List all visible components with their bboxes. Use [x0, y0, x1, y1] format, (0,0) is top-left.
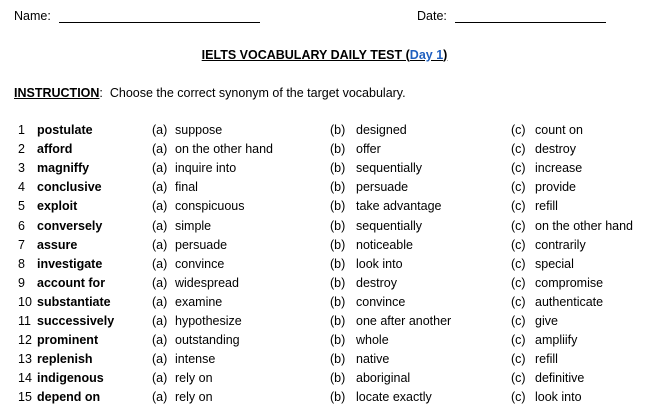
option-b-text[interactable]: look into	[356, 256, 403, 271]
instruction	[14, 86, 406, 100]
option-b-text[interactable]: whole	[356, 333, 389, 348]
target-word: account for	[37, 275, 106, 290]
option-b-marker[interactable]: (b)	[330, 352, 346, 367]
question-number: 6	[18, 218, 25, 233]
question-number: 11	[18, 314, 31, 328]
option-c-text[interactable]: special	[535, 256, 574, 271]
test-title	[0, 48, 649, 62]
option-b-marker[interactable]: (b)	[330, 199, 346, 214]
target-word: depend on	[37, 390, 101, 405]
option-c-marker[interactable]: (c)	[511, 352, 526, 367]
option-c-marker[interactable]: (c)	[511, 275, 526, 290]
option-c-text[interactable]: refill	[535, 199, 558, 214]
question-row	[0, 276, 649, 295]
question-number: 4	[18, 180, 25, 195]
option-a-text[interactable]: intense	[175, 352, 216, 367]
option-a-text[interactable]: inquire into	[175, 161, 237, 176]
question-row	[0, 390, 649, 409]
option-a-text[interactable]: on the other hand	[175, 142, 273, 157]
question-row	[0, 123, 649, 142]
option-b-text[interactable]: sequentially	[356, 161, 423, 176]
option-c-text[interactable]: definitive	[535, 371, 585, 386]
option-b-text[interactable]: designed	[356, 123, 407, 137]
option-a-text[interactable]: outstanding	[175, 333, 240, 348]
instruction-text: Choose the correct synonym of the target vocabulary.	[102, 86, 406, 100]
option-c-marker[interactable]: (c)	[511, 390, 526, 405]
target-word: conclusive	[37, 180, 102, 195]
option-a-text[interactable]: persuade	[175, 237, 228, 252]
option-b-marker[interactable]: (b)	[330, 142, 346, 157]
target-word: postulate	[37, 123, 93, 137]
option-b-marker[interactable]: (b)	[330, 314, 346, 328]
option-a-marker[interactable]: (a)	[152, 180, 168, 195]
option-b-marker[interactable]: (b)	[330, 180, 346, 195]
option-b-text[interactable]: one after another	[356, 314, 452, 328]
option-a-text[interactable]: conspicuous	[175, 199, 245, 214]
option-c-marker[interactable]: (c)	[511, 218, 526, 233]
option-b-marker[interactable]: (b)	[330, 333, 346, 348]
option-c-text[interactable]: contrarily	[535, 237, 586, 252]
option-b-text[interactable]: convince	[356, 294, 406, 309]
name-label: Name:	[14, 9, 51, 23]
option-b-text[interactable]: destroy	[356, 275, 397, 290]
target-word: magniffy	[37, 161, 90, 176]
option-a-text[interactable]: convince	[175, 256, 225, 271]
question-number: 13	[18, 352, 32, 367]
option-a-text[interactable]: suppose	[175, 123, 223, 137]
question-row	[0, 295, 649, 314]
question-number: 3	[18, 161, 25, 176]
question-number: 15	[18, 390, 32, 405]
date-label: Date:	[417, 9, 447, 23]
option-c-text[interactable]: increase	[535, 161, 583, 176]
target-word: assure	[37, 237, 78, 252]
option-a-marker[interactable]: (a)	[152, 333, 168, 348]
question-row	[0, 180, 649, 199]
option-c-text[interactable]: look into	[535, 390, 582, 405]
question-row	[0, 142, 649, 161]
option-a-marker[interactable]: (a)	[152, 275, 168, 290]
option-b-marker[interactable]: (b)	[330, 275, 346, 290]
target-word: prominent	[37, 333, 99, 348]
option-a-text[interactable]: examine	[175, 294, 223, 309]
option-b-text[interactable]: native	[356, 352, 390, 367]
question-row	[0, 371, 649, 390]
question-row	[0, 161, 649, 180]
option-a-marker[interactable]: (a)	[152, 218, 168, 233]
option-c-marker[interactable]: (c)	[511, 333, 526, 348]
option-a-marker[interactable]: (a)	[152, 352, 168, 367]
question-row	[0, 238, 649, 257]
option-b-marker[interactable]: (b)	[330, 237, 346, 252]
option-a-marker[interactable]: (a)	[152, 294, 168, 309]
option-c-text[interactable]: on the other hand	[535, 218, 633, 233]
option-c-text[interactable]: refill	[535, 352, 558, 367]
option-c-marker[interactable]: (c)	[511, 237, 526, 252]
option-c-text[interactable]: count on	[535, 123, 583, 137]
option-a-text[interactable]: rely on	[175, 371, 213, 386]
option-a-text[interactable]: hypothesize	[175, 314, 242, 328]
target-word: successively	[37, 314, 115, 328]
option-b-text[interactable]: locate exactly	[356, 390, 432, 405]
question-number: 10	[18, 294, 32, 309]
option-a-marker[interactable]: (a)	[152, 314, 168, 328]
question-row	[0, 199, 649, 218]
option-c-marker[interactable]: (c)	[511, 199, 526, 214]
option-a-marker[interactable]: (a)	[152, 123, 168, 137]
option-b-marker[interactable]: (b)	[330, 294, 346, 309]
question-number: 2	[18, 142, 25, 157]
question-row	[0, 257, 649, 276]
question-number: 9	[18, 275, 25, 290]
option-a-marker[interactable]: (a)	[152, 199, 168, 214]
question-number: 7	[18, 237, 25, 252]
option-c-marker[interactable]: (c)	[511, 142, 526, 157]
option-a-text[interactable]: widespread	[175, 275, 239, 290]
target-word: replenish	[37, 352, 93, 367]
option-a-text[interactable]: final	[175, 180, 198, 195]
option-b-text[interactable]: offer	[356, 142, 381, 157]
option-c-text[interactable]: ampliify	[535, 333, 578, 348]
question-row	[0, 333, 649, 352]
option-a-text[interactable]: rely on	[175, 390, 213, 405]
option-c-marker[interactable]: (c)	[511, 294, 526, 309]
option-c-marker[interactable]: (c)	[511, 180, 526, 195]
option-c-text[interactable]: compromise	[535, 275, 604, 290]
question-number: 8	[18, 256, 25, 271]
option-b-marker[interactable]: (b)	[330, 390, 346, 405]
target-word: afford	[37, 142, 73, 157]
option-b-marker[interactable]: (b)	[330, 218, 346, 233]
option-b-text[interactable]: noticeable	[356, 237, 413, 252]
option-b-marker[interactable]: (b)	[330, 123, 346, 137]
title-text: IELTS VOCABULARY DAILY TEST (	[201, 48, 410, 62]
option-a-marker[interactable]: (a)	[152, 161, 168, 176]
target-word: investigate	[37, 256, 103, 271]
name-blank-line[interactable]	[59, 22, 260, 23]
option-b-marker[interactable]: (b)	[330, 371, 346, 386]
option-c-text[interactable]: destroy	[535, 142, 576, 157]
option-a-marker[interactable]: (a)	[152, 142, 168, 157]
option-c-text[interactable]: authenticate	[535, 294, 604, 309]
option-b-text[interactable]: sequentially	[356, 218, 423, 233]
option-a-text[interactable]: simple	[175, 218, 212, 233]
instruction-label: INSTRUCTION	[14, 86, 100, 100]
option-b-marker[interactable]: (b)	[330, 161, 346, 176]
target-word: exploit	[37, 199, 78, 214]
option-c-marker[interactable]: (c)	[511, 256, 526, 271]
option-b-text[interactable]: take advantage	[356, 199, 442, 214]
option-a-marker[interactable]: (a)	[152, 256, 168, 271]
question-number: 12	[18, 333, 32, 348]
option-c-marker[interactable]: (c)	[511, 123, 526, 137]
title-day: Day 1	[409, 48, 444, 62]
instruction-colon: :	[99, 86, 103, 100]
option-a-marker[interactable]: (a)	[152, 237, 168, 252]
option-c-marker[interactable]: (c)	[511, 161, 526, 176]
option-c-text[interactable]: give	[535, 314, 558, 328]
target-word: indigenous	[37, 371, 104, 386]
date-blank-line[interactable]	[455, 22, 606, 23]
title-close: )	[443, 48, 448, 62]
target-word: substantiate	[37, 294, 111, 309]
question-row	[0, 352, 649, 371]
option-c-marker[interactable]: (c)	[511, 371, 526, 386]
option-a-marker[interactable]: (a)	[152, 371, 168, 386]
option-a-marker[interactable]: (a)	[152, 390, 168, 405]
option-c-text[interactable]: provide	[535, 180, 576, 195]
target-word: conversely	[37, 218, 103, 233]
option-b-text[interactable]: aboriginal	[356, 371, 411, 386]
option-b-marker[interactable]: (b)	[330, 256, 346, 271]
option-b-text[interactable]: persuade	[356, 180, 409, 195]
question-row	[0, 219, 649, 238]
question-number: 5	[18, 199, 25, 214]
option-c-marker[interactable]: (c)	[511, 314, 526, 328]
question-number: 1	[18, 123, 25, 137]
question-row	[0, 314, 649, 333]
question-number: 14	[18, 371, 32, 386]
